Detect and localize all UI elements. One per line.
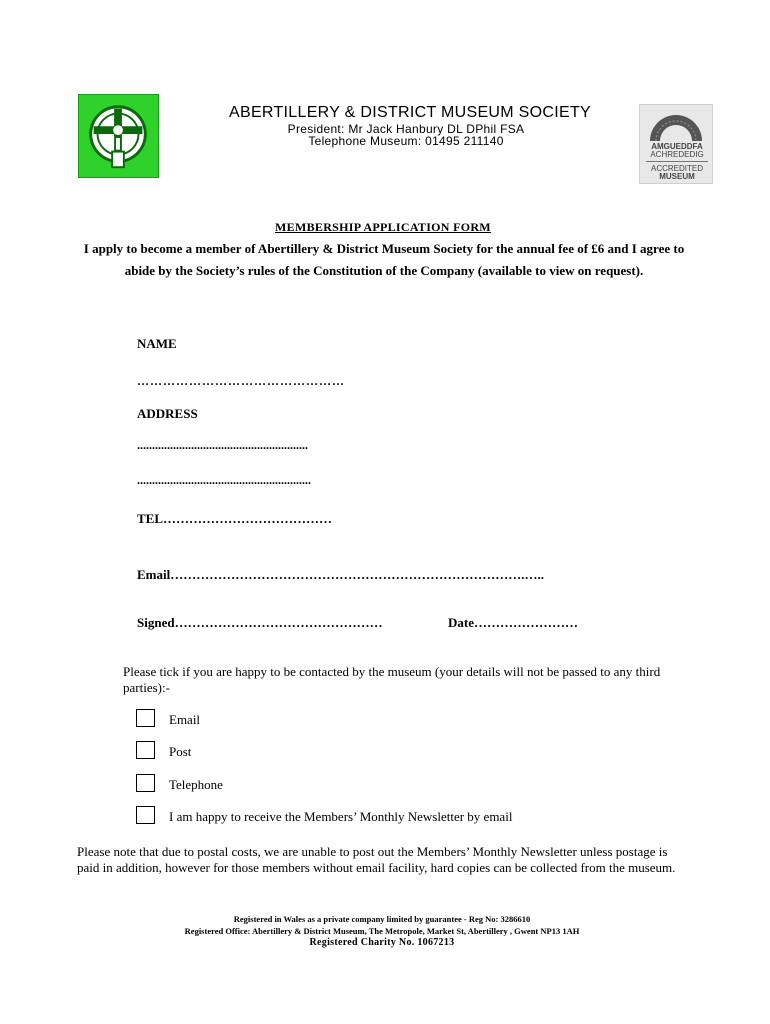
arch-icon	[646, 111, 706, 143]
checkbox-post[interactable]	[136, 741, 155, 759]
footer-charity-number: Registered Charity No. 1067213	[309, 937, 455, 948]
museum-telephone: Telephone Museum: 01495 211140	[308, 134, 504, 148]
date-field[interactable]: Date……………………	[448, 615, 578, 630]
accredited-museum-logo	[639, 104, 713, 184]
checkbox-newsletter[interactable]	[136, 806, 155, 824]
name-field[interactable]: …………………………………………	[137, 374, 345, 388]
intro-statement: I apply to become a member of Abertillery & District Museum Society for the annual fee of £6 and I agree to abide by the Society’s rules of the Constitution of the Company (available to view on request).	[83, 241, 685, 278]
logo-text-welsh-1: AMGUEDDFA	[651, 142, 703, 151]
footer-registered-office: Registered Office: Abertillery & District Museum, The Metropole, Market St, Abertillery , Gwent NP13 1AH	[184, 926, 580, 936]
signature-field[interactable]: Signed…………………………………………	[137, 615, 383, 630]
society-name: ABERTILLERY & DISTRICT MUSEUM SOCIETY	[229, 104, 591, 121]
logo-text-welsh-2: ACHREDEDIG	[650, 150, 704, 159]
postal-note: Please note that due to postal costs, we are unable to post out the Members’ Monthly Newsletter unless postage is paid in addition, however for those members without email facility, hard copies can be collected from the museum.	[77, 844, 676, 875]
checkbox-telephone[interactable]	[136, 774, 155, 792]
option-post-label: Post	[169, 744, 192, 759]
address-field-line-2[interactable]: ..........................................................	[137, 473, 311, 487]
checkbox-email[interactable]	[136, 709, 155, 727]
form-title: MEMBERSHIP APPLICATION FORM	[275, 220, 491, 234]
address-field-line-1[interactable]: .........................................................	[137, 438, 308, 452]
email-field[interactable]: Email……………………………………………………………………….…..	[137, 567, 544, 582]
name-label: NAME	[137, 336, 177, 351]
option-telephone-label: Telephone	[169, 777, 223, 792]
logo-text-english-2: MUSEUM	[659, 172, 695, 181]
tel-field[interactable]: TEL…………………………………	[137, 511, 333, 526]
option-email-label: Email	[169, 712, 201, 727]
logo-text-english-1: ACCREDITED	[650, 164, 703, 173]
address-label: ADDRESS	[137, 406, 198, 421]
logo-divider	[646, 161, 708, 162]
footer-registration: Registered in Wales as a private company limited by guarantee - Reg No: 3286610	[233, 914, 531, 924]
option-newsletter-label: I am happy to receive the Members’ Monthly Newsletter by email	[169, 809, 513, 824]
president-line: President: Mr Jack Hanbury DL DPhil FSA	[287, 122, 525, 136]
contact-consent-prompt: Please tick if you are happy to be contacted by the museum (your details will not be passed to any third parties):-	[123, 664, 661, 695]
